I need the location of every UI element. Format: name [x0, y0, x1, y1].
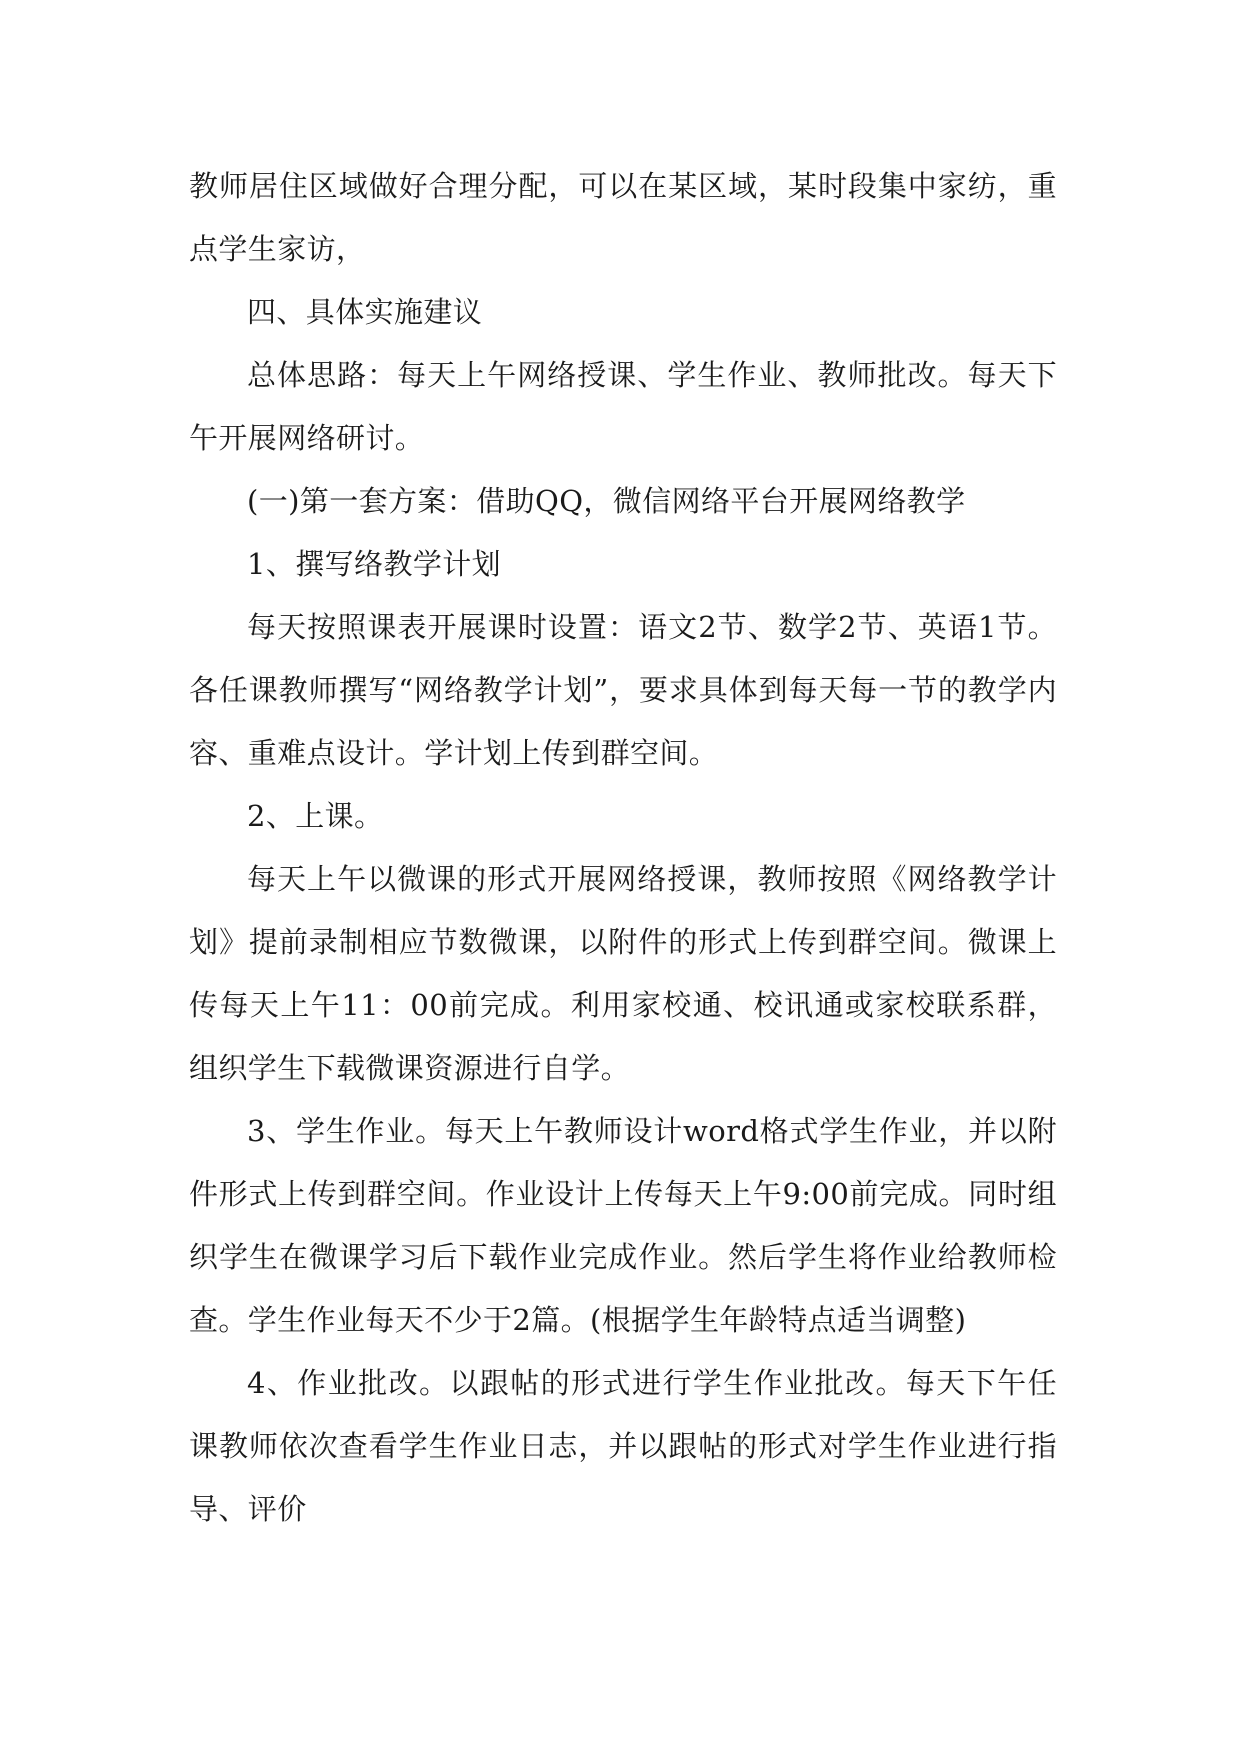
paragraph-step-4: 4、作业批改。以跟帖的形式进行学生作业批改。每天下午任课教师依次查看学生作业日志，并以跟帖的形式对学生作业进行指导、评价: [189, 1366, 1057, 1526]
paragraph-continued-home-visit: 教师居住区域做好合理分配，可以在某区域，某时段集中家纺，重点学生家访，: [189, 169, 1057, 266]
heading-step-1: 1、撰写络教学计划: [247, 547, 502, 581]
paragraph-step-2-detail: 每天上午以微课的形式开展网络授课，教师按照《网络教学计划》提前录制相应节数微课，以附件的形式上传到群空间。微课上传每天上午11：00前完成。利用家校通、校讯通或家校联系群，组织学生下载微课资源进行自学。: [189, 862, 1057, 1085]
document-body: [189, 155, 1057, 1541]
paragraph-overall-idea: 总体思路：每天上午网络授课、学生作业、教师批改。每天下午开展网络研讨。: [189, 358, 1057, 455]
paragraph-step-3: 3、学生作业。每天上午教师设计word格式学生作业，并以附件形式上传到群空间。作业设计上传每天上午9:00前完成。同时组织学生在微课学习后下载作业完成作业。然后学生将作业给教师检查。学生作业每天不少于2篇。(根据学生年龄特点适当调整): [189, 1114, 1057, 1337]
heading-implementation-suggestions: 四、具体实施建议: [247, 295, 483, 329]
paragraph-step-1-detail: 每天按照课表开展课时设置：语文2节、数学2节、英语1节。各任课教师撰写“网络教学计划”，要求具体到每天每一节的教学内容、重难点设计。学计划上传到群空间。: [189, 610, 1057, 770]
heading-step-2: 2、上课。: [247, 799, 384, 833]
heading-plan-one: (一)第一套方案：借助QQ，微信网络平台开展网络教学: [247, 484, 966, 518]
